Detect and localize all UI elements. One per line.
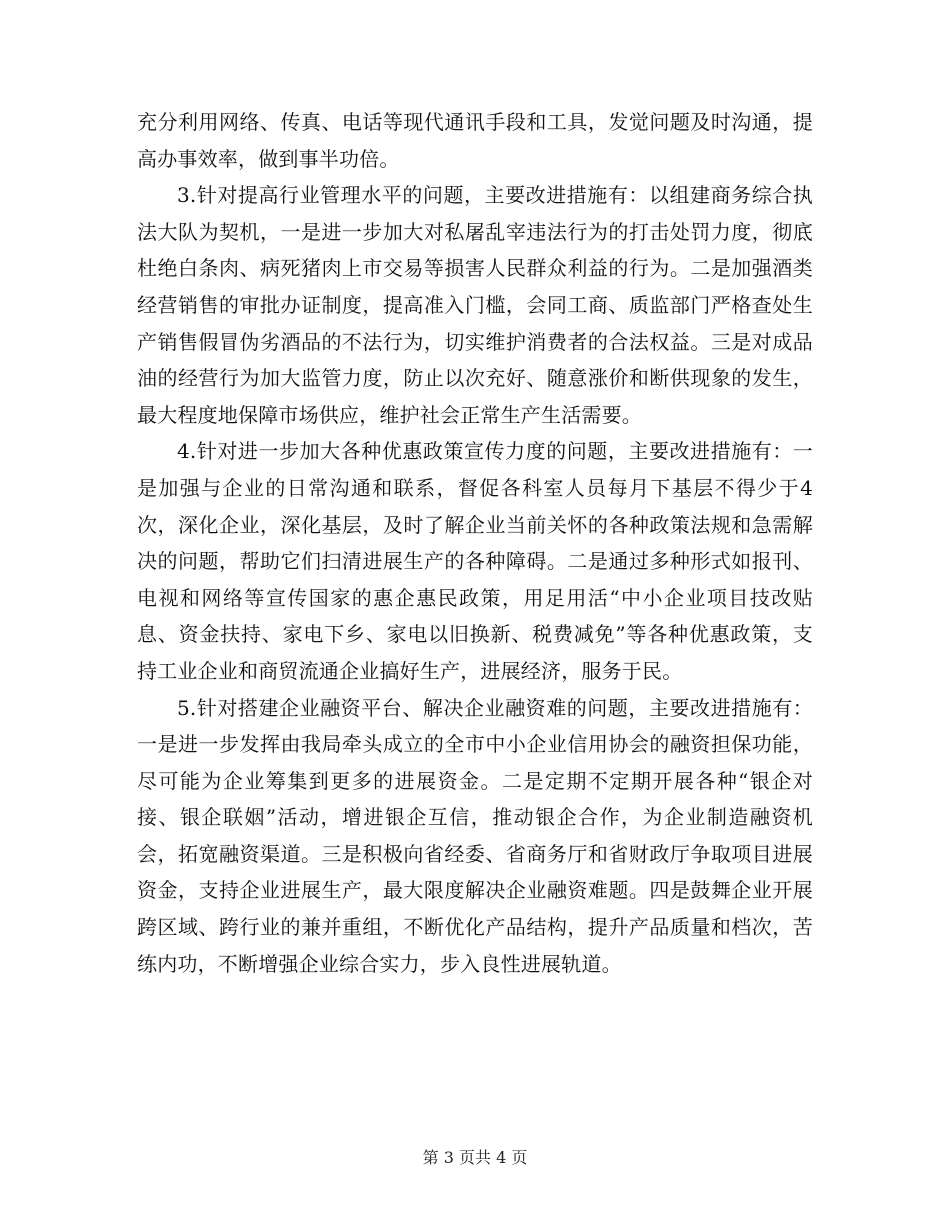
paragraph-3: 4.针对进一步加大各种优惠政策宣传力度的问题，主要改进措施有：一是加强与企业的日常沟通和联系，督促各科室人员每月下基层不得少于4次，深化企业，深化基层，及时了解企业当前关怀的各种政策法规和急需解决的问题，帮助它们扫清进展生产的各种障碍。二是通过多种形式如报刊、电视和网络等宣传国家的惠企惠民政策，用足用活“中小企业项目技改贴息、资金扶持、家电下乡、家电以旧换新、税费减免”等各种优惠政策，支持工业企业和商贸流通企业搞好生产，进展经济，服务于民。: [137, 439, 813, 683]
paragraph-4: 5.针对搭建企业融资平台、解决企业融资难的问题，主要改进措施有：一是进一步发挥由我局牵头成立的全市中小企业信用协会的融资担保功能，尽可能为企业筹集到更多的进展资金。二是定期不定期开展各种“银企对接、银企联姻”活动，增进银企互信，推动银企合作，为企业制造融资机会，拓宽融资渠道。三是积极向省经委、省商务厅和省财政厅争取项目进展资金，支持企业进展生产，最大限度解决企业融资难题。四是鼓舞企业开展跨区域、跨行业的兼并重组，不断优化产品结构，提升产品质量和档次，苦练内功，不断增强企业综合实力，步入良性进展轨道。: [137, 695, 813, 976]
document-body: [137, 104, 813, 982]
page-number-footer: 第 3 页共 4 页: [422, 1148, 528, 1167]
paragraph-2: 3.针对提高行业管理水平的问题，主要改进措施有：以组建商务综合执法大队为契机，一是进一步加大对私屠乱宰违法行为的打击处罚力度，彻底杜绝白条肉、病死猪肉上市交易等损害人民群众利益的行为。二是加强酒类经营销售的审批办证制度，提高准入门槛，会同工商、质监部门严格查处生产销售假冒伪劣酒品的不法行为，切实维护消费者的合法权益。三是对成品油的经营行为加大监管力度，防止以次充好、随意涨价和断供现象的发生，最大程度地保障市场供应，维护社会正常生产生活需要。: [137, 183, 813, 427]
paragraph-1: 充分利用网络、传真、电话等现代通讯手段和工具，发觉问题及时沟通，提高办事效率，做到事半功倍。: [137, 110, 813, 171]
